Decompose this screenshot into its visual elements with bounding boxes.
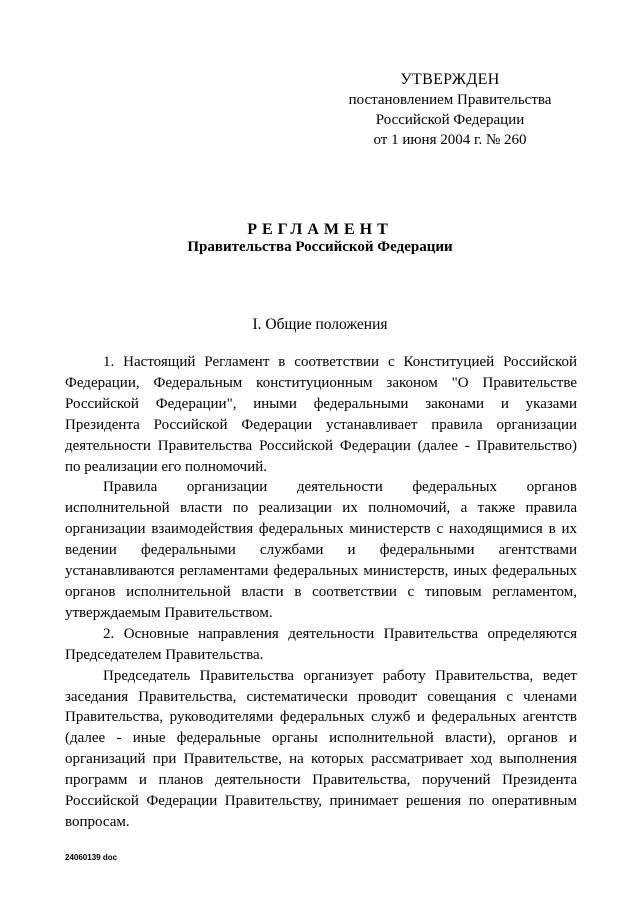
section-heading: I. Общие положения [252,316,388,333]
paragraph: 1. Настоящий Регламент в соответствии с Конституцией Российской Федерации, Федеральным конституционным законом "О Правительстве Российской Федерации", иными федеральными законами и указами Президента Российской Федерации устанавливает правила организации деятельности Правительства Российской Федерации (далее - Правительство) по реализации его полномочий. [65,354,577,475]
approval-line-3: от 1 июня 2004 г. № 260 [373,132,527,148]
paragraph: Председатель Правительства организует работу Правительства, ведет заседания Правительства, систематически проводит совещания с членами Правительства, руководителями федеральных служб и федеральных агентств (далее - иные федеральные органы исполнительной власти), органов и организаций при Правительстве, на которых рассматривает ход выполнения программ и планов деятельности Правительства, поручений Президента Российской Федерации Правительству, принимает решения по оперативным вопросам. [65,667,577,830]
approval-stamp [330,70,570,150]
document-subtitle: Правительства Российской Федерации [187,239,453,255]
approval-line-2: Российской Федерации [375,112,525,128]
footer-file-code: 24060139 doc [65,853,118,862]
document-body [65,352,577,833]
document-title: РЕГЛАМЕНТ [247,221,393,238]
approval-title: УТВЕРЖДЕН [400,71,500,88]
paragraph: 2. Основные направления деятельности Правительства определяются Председателем Правительства. [65,625,577,663]
paragraph: Правила организации деятельности федеральных органов исполнительной власти по реализации их полномочий, а также правила организации взаимодействия федеральных министерств с находящимися в их ведении федеральными службами и федеральными агентствами устанавливаются регламентами федеральных министерств, иных федеральных органов исполнительной власти в соответствии с типовым регламентом, утверждаемым Правительством. [65,479,577,621]
approval-line-1: постановлением Правительства [348,92,552,108]
